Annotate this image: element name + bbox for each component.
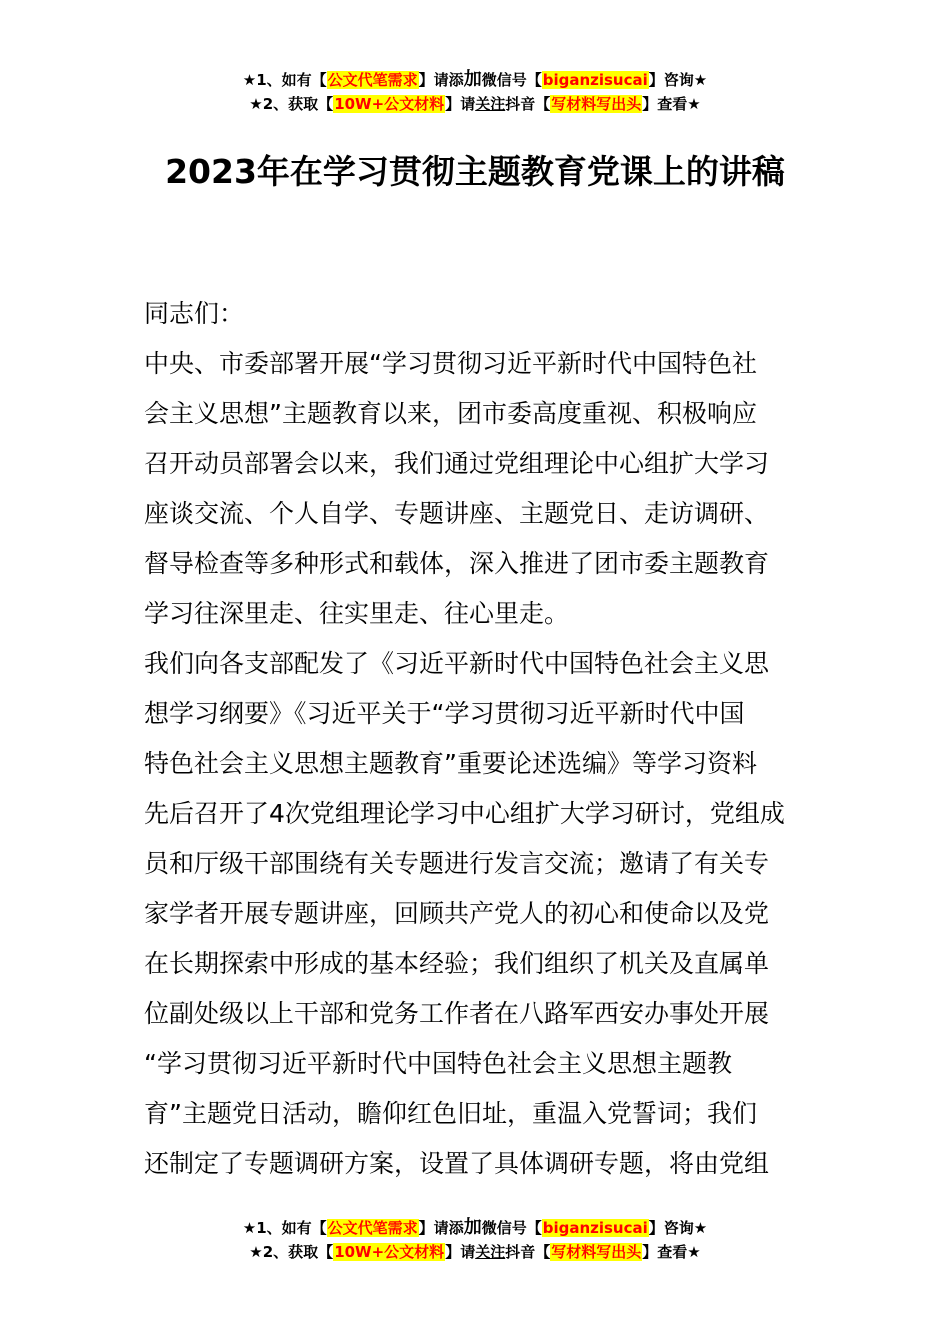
banner-text: ★2、获取【	[249, 95, 334, 113]
body-line: 座谈交流、个人自学、专题讲座、主题党日、走访调研、	[144, 499, 770, 528]
document-title: 2023年在学习贯彻主题教育党课上的讲稿	[165, 152, 785, 191]
banner-text: ★2、获取【	[249, 1243, 334, 1261]
banner-text: 】请	[445, 1243, 476, 1261]
body-line: 会主义思想”主题教育以来，团市委高度重视、积极响应	[144, 399, 757, 428]
body-line: 督导检查等多种形式和载体，深入推进了团市委主题教育	[144, 549, 770, 578]
body-line: 召开动员部署会以来，我们通过党组理论中心组扩大学习	[144, 449, 770, 478]
banner-text: ★1、如有【	[242, 71, 327, 89]
body-line: 家学者开展专题讲座，回顾共产党人的初心和使命以及党	[144, 899, 770, 928]
banner-text: ★1、如有【	[242, 1219, 327, 1237]
wechat-id: biganzisucai	[542, 1219, 648, 1237]
banner-text: 加	[463, 69, 482, 90]
body-line: 员和厅级干部围绕有关专题进行发言交流；邀请了有关专	[144, 849, 770, 878]
body-line: “学习贯彻习近平新时代中国特色社会主义思想主题教	[144, 1049, 732, 1078]
body-line: 育”主题党日活动，瞻仰红色旧址，重温入党誓词；我们	[144, 1099, 757, 1128]
body-line: 想学习纲要》《习近平关于“学习贯彻习近平新时代中国	[144, 699, 745, 728]
highlight-label: 10W+公文材料	[334, 95, 445, 113]
body-line: 中央、市委部署开展“学习贯彻习近平新时代中国特色社	[144, 349, 757, 378]
banner-text: 关注	[475, 1243, 506, 1261]
banner-line-2	[0, 1240, 950, 1264]
highlight-label: 公文代笔需求	[327, 71, 418, 89]
body-line: 还制定了专题调研方案，设置了具体调研专题，将由党组	[144, 1149, 770, 1178]
banner-text: 关注	[475, 95, 506, 113]
body-line: 我们向各支部配发了《习近平新时代中国特色社会主义思	[144, 649, 770, 678]
banner-line-1	[0, 68, 950, 92]
banner-text: 】请	[445, 95, 476, 113]
body-line: 学习往深里走、往实里走、往心里走。	[144, 599, 570, 628]
banner-text: 】请添	[418, 71, 464, 89]
banner-text: 抖音【	[505, 1243, 551, 1261]
banner-text: 微信号【	[481, 1219, 542, 1237]
document-body	[144, 289, 808, 1189]
wechat-id: biganzisucai	[542, 71, 648, 89]
body-line: 先后召开了4次党组理论学习中心组扩大学习研讨，党组成	[144, 799, 785, 828]
header-banner	[0, 68, 950, 116]
douyin-account: 写材料写出头	[551, 1243, 642, 1261]
banner-text: 】请添	[418, 1219, 464, 1237]
douyin-account: 写材料写出头	[551, 95, 642, 113]
body-line: 同志们：	[144, 299, 245, 328]
banner-text: 加	[463, 1217, 482, 1238]
banner-text: 微信号【	[481, 71, 542, 89]
banner-line-2	[0, 92, 950, 116]
banner-text: 】查看★	[642, 95, 701, 113]
banner-text: 】咨询★	[648, 71, 708, 89]
body-line: 位副处级以上干部和党务工作者在八路军西安办事处开展	[144, 999, 770, 1028]
body-line: 在长期探索中形成的基本经验；我们组织了机关及直属单	[144, 949, 770, 978]
banner-text: 】查看★	[642, 1243, 701, 1261]
banner-text: 】咨询★	[648, 1219, 708, 1237]
highlight-label: 公文代笔需求	[327, 1219, 418, 1237]
banner-text: 抖音【	[505, 95, 551, 113]
body-line: 特色社会主义思想主题教育”重要论述选编》等学习资料	[144, 749, 757, 778]
footer-banner	[0, 1216, 950, 1264]
highlight-label: 10W+公文材料	[334, 1243, 445, 1261]
banner-line-1	[0, 1216, 950, 1240]
